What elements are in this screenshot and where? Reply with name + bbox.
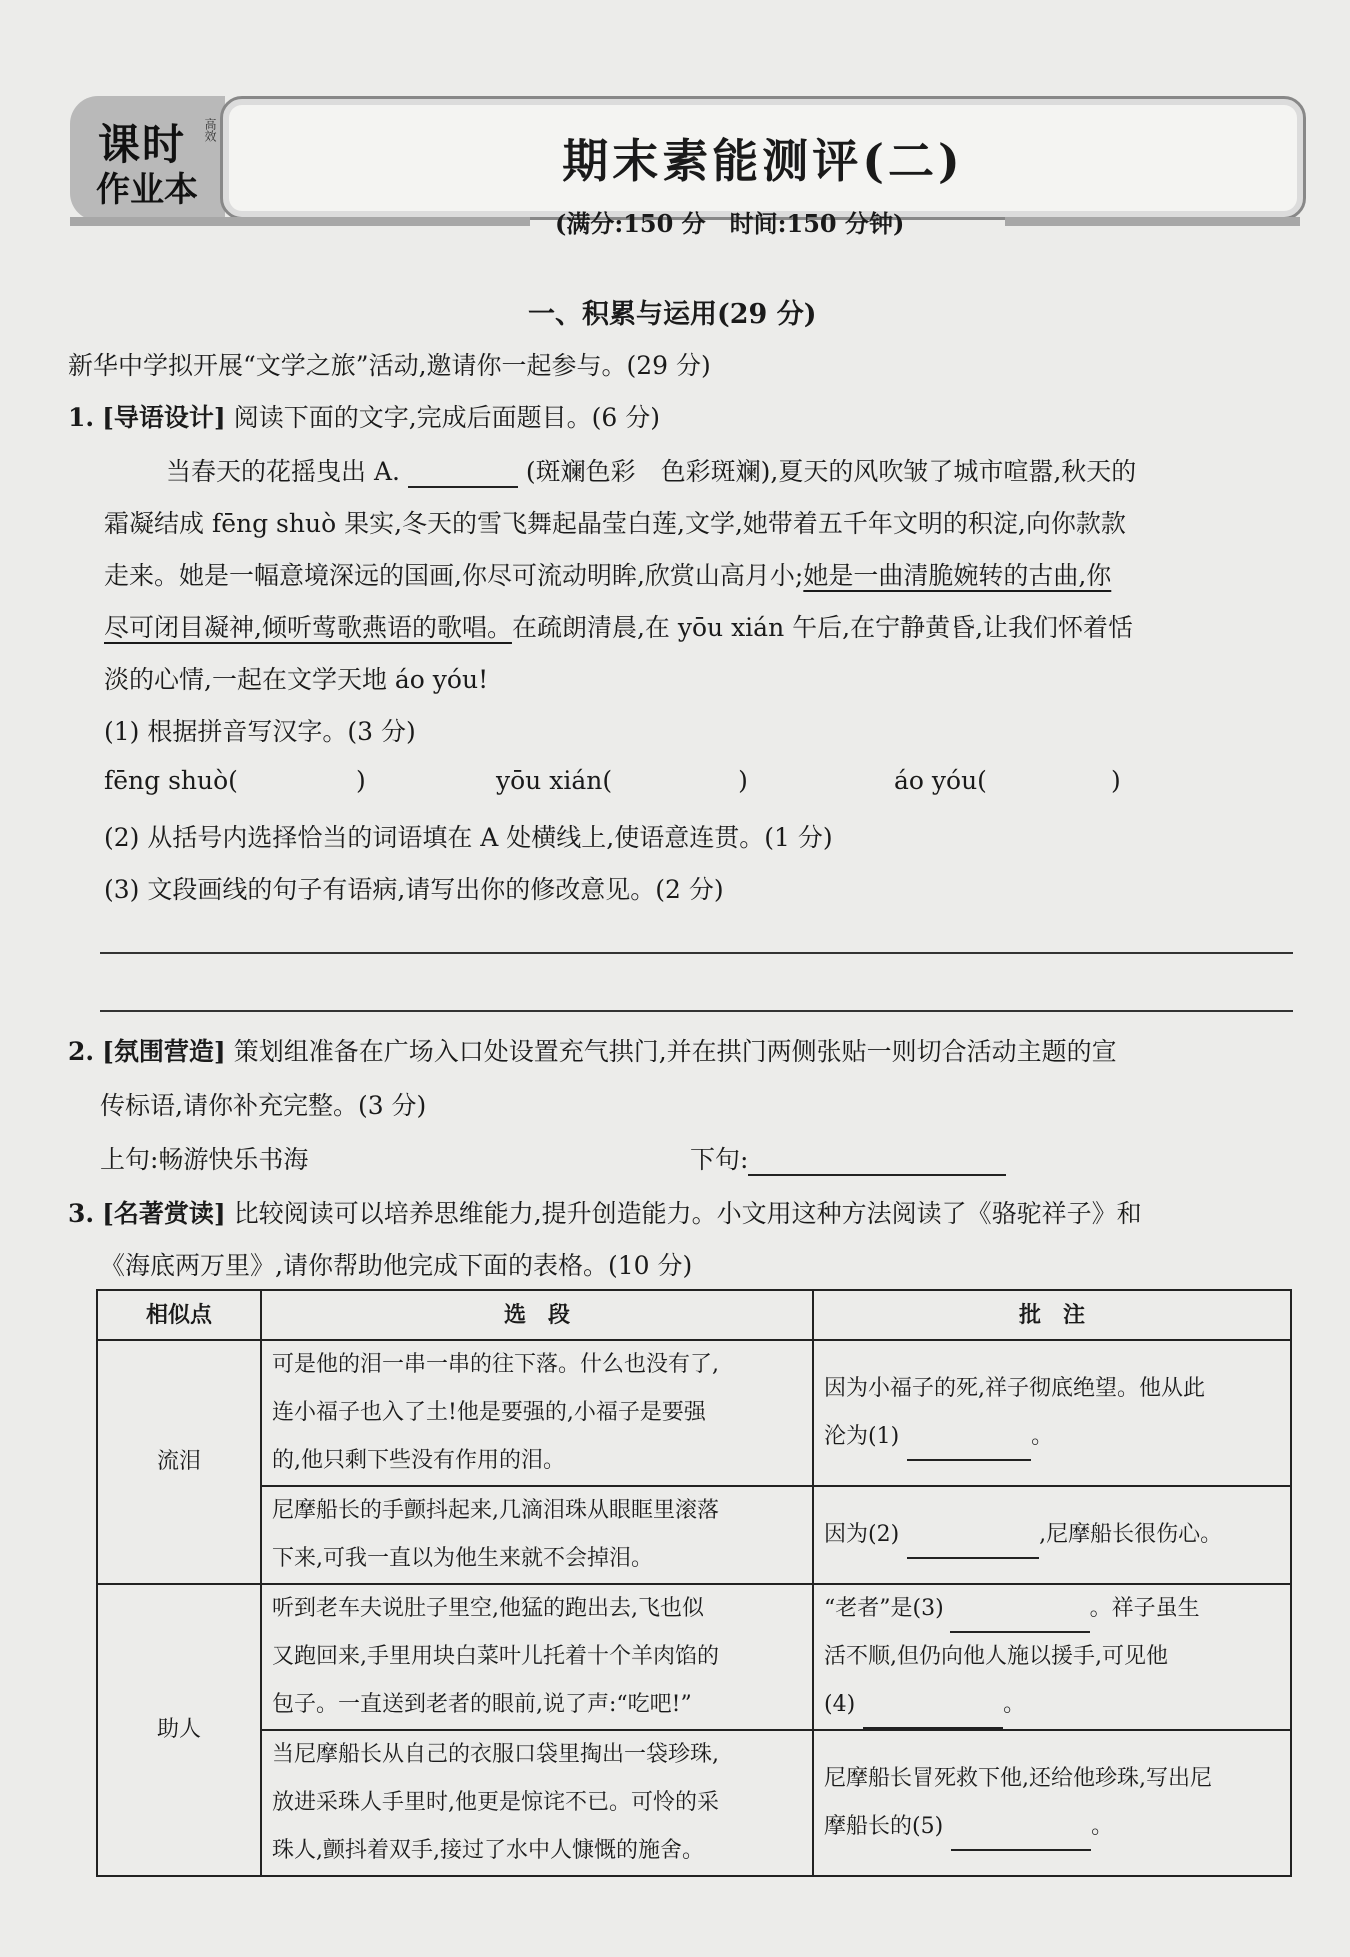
excerpt-line: 珠人,颤抖着双手,接过了水中人慷慨的施舍。 [272, 1838, 704, 1863]
couplet-upper: 上句:畅游快乐书海 [100, 1145, 309, 1174]
q1-heading [68, 398, 660, 434]
answer-line-1[interactable] [100, 952, 1293, 954]
passage-text: (斑斓色彩 色彩斑斓),夏天的风吹皱了城市喧嚣,秋天的 [525, 457, 1137, 486]
annotation-line [824, 1803, 1280, 1851]
comparison-table [96, 1289, 1292, 1877]
excerpt-line: 当尼摩船长从自己的衣服口袋里掏出一袋珍珠, [272, 1742, 719, 1767]
q3-stem2: 《海底两万里》,请你帮助他完成下面的表格。(10 分) [100, 1251, 693, 1280]
annotation-text: 。 [1031, 1424, 1054, 1449]
annotation-line [824, 1511, 1280, 1559]
pinyin-2 [496, 766, 748, 795]
couplet-lower [690, 1140, 1006, 1176]
page-title: 期末素能测评(二) [562, 134, 964, 188]
passage-text: 当春天的花摇曳出 A. [166, 457, 400, 486]
annotation-cell [813, 1730, 1291, 1876]
excerpt-line: 的,他只剩下些没有作用的泪。 [272, 1448, 565, 1473]
header-similarity: 相似点 [97, 1290, 261, 1340]
q1-sub1: (1) 根据拼音写汉字。(3 分) [104, 717, 416, 746]
annotation-text: 沦为(1) [824, 1424, 900, 1449]
excerpt-cell [261, 1340, 813, 1486]
header-annotation: 批 注 [813, 1290, 1291, 1340]
table-header-row [97, 1290, 1291, 1340]
pinyin-1 [104, 766, 366, 795]
excerpt-line: 包子。一直送到老者的眼前,说了声:“吃吧!” [272, 1692, 692, 1717]
blank-1[interactable] [907, 1435, 1031, 1461]
blank-5[interactable] [951, 1825, 1091, 1851]
excerpt-cell [261, 1486, 813, 1584]
q1-sub3: (3) 文段画线的句子有语病,请写出你的修改意见。(2 分) [104, 875, 724, 904]
paren-close: ) [355, 766, 366, 795]
brand-sub: 高效 [203, 118, 217, 142]
q1-passage-line4 [104, 608, 1133, 644]
q1-passage-line2: 霜凝结成 fēng shuò 果实,冬天的雪飞舞起晶莹白莲,文学,她带着五千年文明的积淀,向你款款 [104, 509, 1126, 538]
q1-passage-line5: 淡的心情,一起在文学天地 áo yóu! [104, 665, 489, 694]
q2-tag: [氛围营造] [102, 1037, 226, 1066]
q2-heading [68, 1032, 1117, 1068]
blank-a[interactable] [408, 462, 518, 488]
excerpt-line: 听到老车夫说肚子里空,他猛的跑出去,飞也似 [272, 1596, 704, 1621]
q1-number: 1. [68, 403, 95, 432]
header-excerpt: 选 段 [261, 1290, 813, 1340]
excerpt-line: 尼摩船长的手颤抖起来,几滴泪珠从眼眶里滚落 [272, 1498, 719, 1523]
divider-right [1005, 217, 1300, 226]
paren-close: ) [738, 766, 748, 795]
annotation-text: 因为(2) [824, 1522, 900, 1547]
q1-passage-line3 [104, 556, 1111, 592]
annotation-text: (4) [824, 1692, 856, 1717]
excerpt-line: 又跑回来,手里用块白菜叶儿托着十个羊肉馅的 [272, 1644, 719, 1669]
section-intro: 新华中学拟开展“文学之旅”活动,邀请你一起参与。(29 分) [68, 351, 711, 380]
annotation-line [824, 1585, 1280, 1633]
annotation-line: 活不顺,但仍向他人施以援手,可见他 [824, 1644, 1168, 1669]
q3-stem1: 比较阅读可以培养思维能力,提升创造能力。小文用这种方法阅读了《骆驼祥子》和 [233, 1199, 1142, 1228]
excerpt-line: 可是他的泪一串一串的往下落。什么也没有了, [272, 1352, 719, 1377]
annotation-text: 摩船长的(5) [824, 1814, 944, 1839]
table-row [97, 1486, 1291, 1584]
annotation-cell [813, 1584, 1291, 1730]
q1-tag: [导语设计] [102, 403, 226, 432]
blank-2[interactable] [907, 1533, 1039, 1559]
table-row [97, 1584, 1291, 1730]
excerpt-cell [261, 1584, 813, 1730]
passage-text: 走来。她是一幅意境深远的国画,你尽可流动明眸,欣赏山高月小; [104, 561, 804, 590]
annotation-line [824, 1413, 1280, 1461]
pinyin-label: áo yóu( [894, 766, 987, 795]
annotation-text: 。 [1091, 1814, 1114, 1839]
annotation-text: 。 [1003, 1692, 1026, 1717]
annotation-line: 因为小福子的死,祥子彻底绝望。他从此 [824, 1376, 1205, 1401]
annotation-cell [813, 1486, 1291, 1584]
q2-number: 2. [68, 1037, 95, 1066]
exam-meta: (满分:150 分 时间:150 分钟) [555, 209, 905, 238]
couplet-lower-label: 下句: [690, 1145, 749, 1174]
q2-stem1: 策划组准备在广场入口处设置充气拱门,并在拱门两侧张贴一则切合活动主题的宣 [233, 1037, 1117, 1066]
annotation-text: ,尼摩船长很伤心。 [1039, 1522, 1223, 1547]
brand-logo [70, 96, 225, 221]
pinyin-label: fēng shuò( [104, 766, 238, 795]
q3-heading [68, 1194, 1142, 1230]
section-title: 一、积累与运用(29 分) [528, 299, 817, 330]
q3-number: 3. [68, 1199, 95, 1228]
q1-stem: 阅读下面的文字,完成后面题目。(6 分) [233, 403, 660, 432]
paren-close: ) [1110, 766, 1121, 795]
answer-line-2[interactable] [100, 1010, 1293, 1012]
annotation-line: 尼摩船长冒死救下他,还给他珍珠,写出尼 [824, 1766, 1212, 1791]
blank-3[interactable] [950, 1607, 1090, 1633]
passage-text: 在疏朗清晨,在 yōu xián 午后,在宁静黄昏,让我们怀着恬 [511, 613, 1134, 642]
annotation-text: 。祥子虽生 [1089, 1596, 1200, 1621]
q1-sub2: (2) 从括号内选择恰当的词语填在 A 处横线上,使语意连贯。(1 分) [104, 823, 833, 852]
pinyin-3 [894, 766, 1121, 795]
annotation-line [824, 1681, 1280, 1729]
excerpt-line: 连小福子也入了土!他是要强的,小福子是要强 [272, 1400, 706, 1425]
category-helping: 助人 [97, 1584, 261, 1876]
q1-passage-line1 [166, 452, 1136, 488]
pinyin-label: yōu xián( [496, 766, 613, 795]
excerpt-line: 下来,可我一直以为他生来就不会掉泪。 [272, 1546, 653, 1571]
title-box [220, 96, 1306, 220]
brand-line2: 作业本 [96, 170, 198, 210]
excerpt-cell [261, 1730, 813, 1876]
divider-left [70, 217, 530, 226]
underlined-sentence: 尽可闭目凝神,倾听莺歌燕语的歌唱。 [104, 613, 512, 642]
couplet-lower-blank[interactable] [748, 1148, 1006, 1176]
annotation-text: “老者”是(3) [824, 1596, 944, 1621]
blank-4[interactable] [863, 1703, 1003, 1729]
category-tears: 流泪 [97, 1340, 261, 1584]
table-row [97, 1340, 1291, 1486]
annotation-cell [813, 1340, 1291, 1486]
q2-stem2: 传标语,请你补充完整。(3 分) [100, 1091, 427, 1120]
brand-line1: 课时 [98, 120, 187, 169]
excerpt-line: 放进采珠人手里时,他更是惊诧不已。可怜的采 [272, 1790, 719, 1815]
underlined-sentence: 她是一曲清脆婉转的古曲,你 [803, 561, 1112, 590]
q3-tag: [名著赏读] [102, 1199, 226, 1228]
table-row [97, 1730, 1291, 1876]
